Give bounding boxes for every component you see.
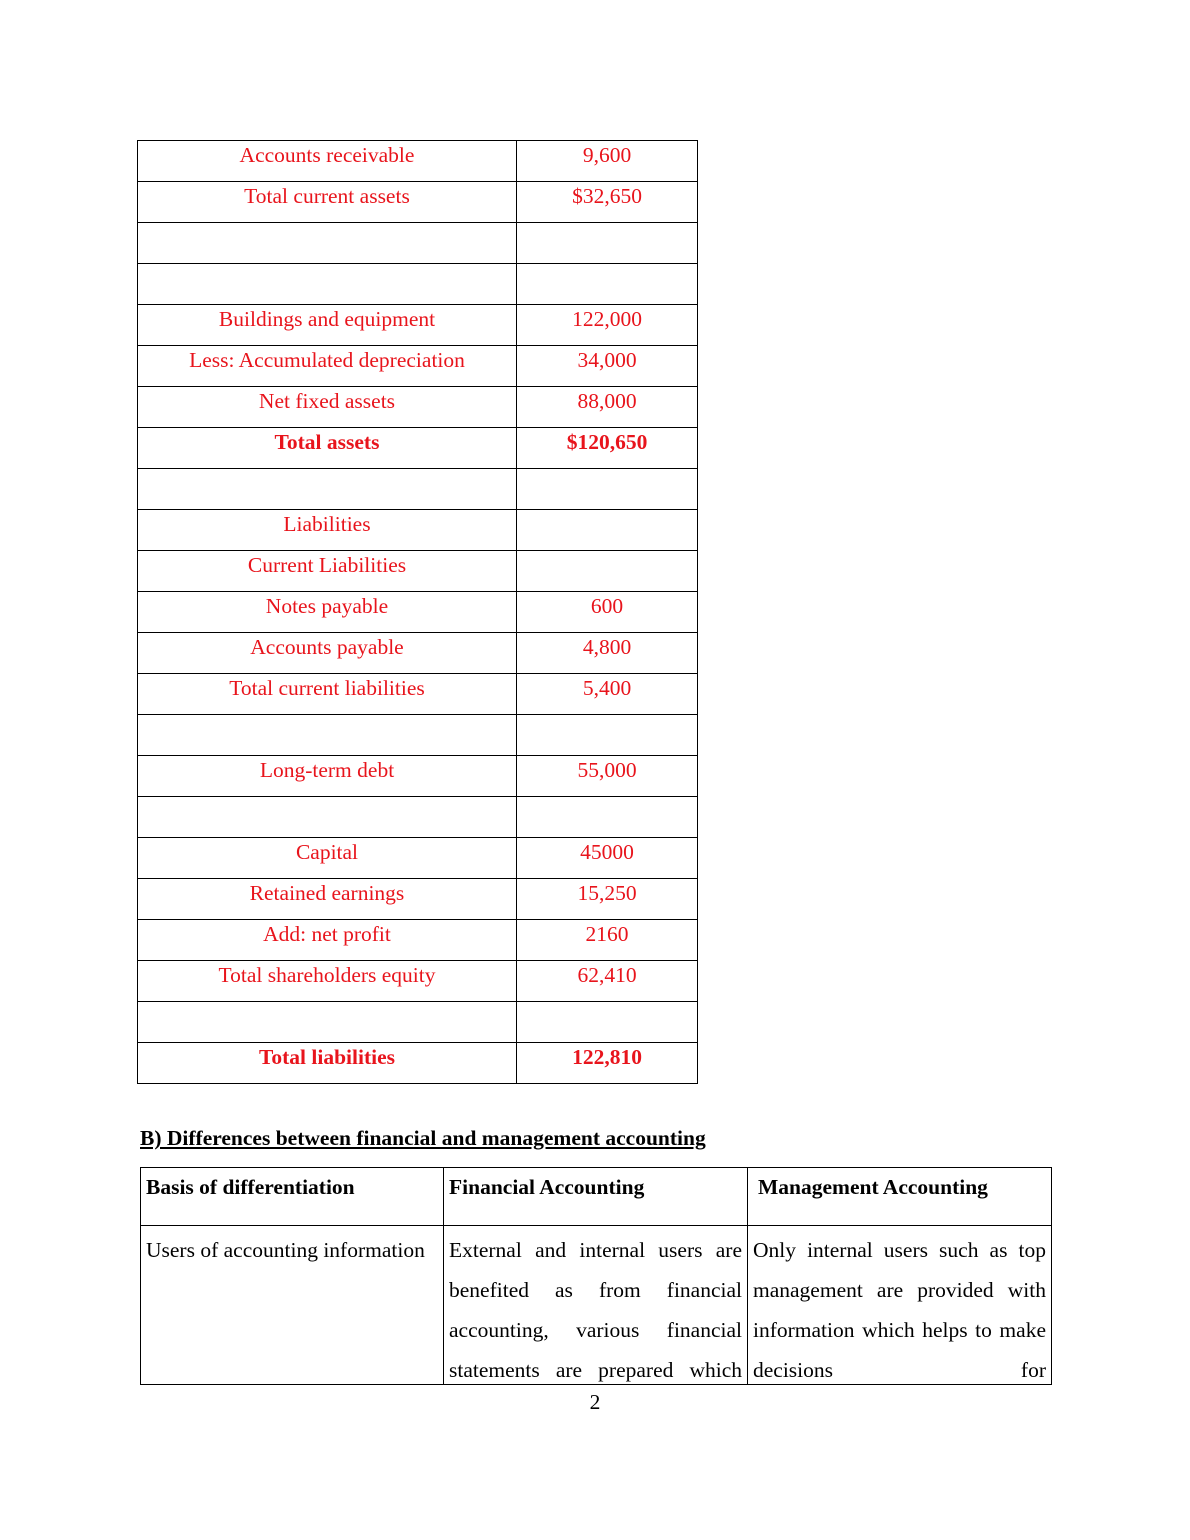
table-row (138, 551, 698, 592)
row-label: Net fixed assets (138, 387, 517, 428)
row-value (517, 1002, 698, 1043)
row-label (138, 797, 517, 838)
row-value: 45000 (517, 838, 698, 879)
table-row (138, 592, 698, 633)
row-label: Notes payable (138, 592, 517, 633)
table-row (141, 1226, 1052, 1385)
table-row (138, 961, 698, 1002)
row-value: 122,810 (517, 1043, 698, 1084)
row-label: Accounts receivable (138, 141, 517, 182)
cell-basis-text: Users of accounting information (146, 1238, 425, 1262)
row-value (517, 264, 698, 305)
table-row (138, 756, 698, 797)
table-row (138, 387, 698, 428)
row-label: Total current assets (138, 182, 517, 223)
page-number: 2 (589, 1390, 601, 1414)
row-value: $120,650 (517, 428, 698, 469)
row-label: Total current liabilities (138, 674, 517, 715)
table-row (138, 428, 698, 469)
row-label: Total shareholders equity (138, 961, 517, 1002)
cell-financial (444, 1226, 748, 1385)
table-row (138, 469, 698, 510)
row-value: 55,000 (517, 756, 698, 797)
balance-sheet-table (137, 140, 698, 1084)
row-value: 2160 (517, 920, 698, 961)
row-value (517, 797, 698, 838)
table-row (138, 510, 698, 551)
differences-header-row (141, 1168, 1052, 1226)
table-row (138, 674, 698, 715)
row-label (138, 469, 517, 510)
row-value (517, 223, 698, 264)
header-management: Management Accounting (748, 1168, 1052, 1226)
cell-management-text: Only internal users such as top management are provided with information which helps to make decisions for (753, 1238, 1046, 1382)
section-heading: B) Differences between financial and management accounting (140, 1126, 706, 1150)
row-value: 4,800 (517, 633, 698, 674)
row-label (138, 1002, 517, 1043)
table-row (138, 346, 698, 387)
row-label: Retained earnings (138, 879, 517, 920)
row-label: Add: net profit (138, 920, 517, 961)
balance-sheet-body (138, 141, 698, 1084)
row-value (517, 510, 698, 551)
row-label: Current Liabilities (138, 551, 517, 592)
row-label (138, 223, 517, 264)
row-label: Less: Accumulated depreciation (138, 346, 517, 387)
row-label: Buildings and equipment (138, 305, 517, 346)
table-row (138, 715, 698, 756)
row-value (517, 551, 698, 592)
row-value: 88,000 (517, 387, 698, 428)
cell-management (748, 1226, 1052, 1385)
row-value: 15,250 (517, 879, 698, 920)
row-value: $32,650 (517, 182, 698, 223)
table-row (138, 141, 698, 182)
table-row (138, 838, 698, 879)
row-value (517, 715, 698, 756)
row-label: Capital (138, 838, 517, 879)
row-value: 122,000 (517, 305, 698, 346)
row-label: Total liabilities (138, 1043, 517, 1084)
table-row (138, 182, 698, 223)
table-row (138, 797, 698, 838)
row-label: Long-term debt (138, 756, 517, 797)
row-value: 5,400 (517, 674, 698, 715)
differences-table (140, 1167, 1052, 1385)
table-row (138, 879, 698, 920)
table-row (138, 633, 698, 674)
cell-financial-text: External and internal users are benefited as from financial accounting, various financial statements are prepared which (449, 1238, 742, 1382)
header-financial: Financial Accounting (444, 1168, 748, 1226)
table-row (138, 1043, 698, 1084)
row-value: 600 (517, 592, 698, 633)
header-basis: Basis of differentiation (141, 1168, 444, 1226)
row-value: 34,000 (517, 346, 698, 387)
table-row (138, 264, 698, 305)
row-label: Accounts payable (138, 633, 517, 674)
row-label (138, 264, 517, 305)
row-label (138, 715, 517, 756)
table-row (138, 223, 698, 264)
row-label: Total assets (138, 428, 517, 469)
row-value: 9,600 (517, 141, 698, 182)
row-value (517, 469, 698, 510)
cell-basis (141, 1226, 444, 1385)
table-row (138, 920, 698, 961)
table-row (138, 1002, 698, 1043)
row-value: 62,410 (517, 961, 698, 1002)
row-label: Liabilities (138, 510, 517, 551)
table-row (138, 305, 698, 346)
